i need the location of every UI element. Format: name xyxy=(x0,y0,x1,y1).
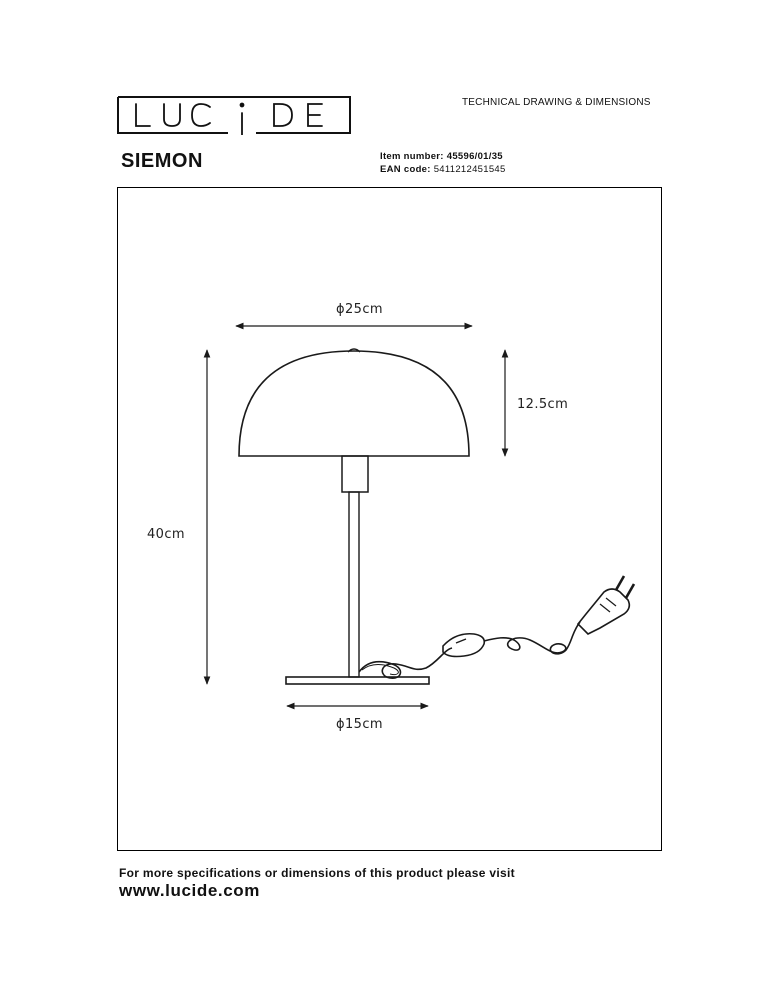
item-number-value: 45596/01/35 xyxy=(446,151,503,162)
ean-value: 5411212451545 xyxy=(433,164,506,175)
inline-switch xyxy=(443,634,484,657)
power-cord-inner xyxy=(362,665,398,675)
footer-website-link[interactable]: www.lucide.com xyxy=(119,881,260,900)
shade-diameter-label: ϕ25cm xyxy=(336,302,383,317)
lamp-socket xyxy=(342,456,368,492)
lamp-base xyxy=(286,677,429,684)
lamp-shade xyxy=(239,351,469,456)
base-diameter-label: ϕ15cm xyxy=(336,717,383,732)
footer-note: For more specifications or dimensions of this product please visit xyxy=(119,866,515,880)
lamp-stem xyxy=(349,492,359,677)
shade-height-label: 12.5cm xyxy=(517,397,569,412)
document-type-label: TECHNICAL DRAWING & DIMENSIONS xyxy=(462,97,651,108)
ean-label: EAN code: xyxy=(380,164,431,175)
item-number-label: Item number: xyxy=(380,151,444,162)
plug-pin-2 xyxy=(626,584,634,598)
product-name: SIEMON xyxy=(121,150,203,172)
power-plug xyxy=(578,589,629,634)
total-height-label: 40cm xyxy=(147,527,185,542)
power-cord-2 xyxy=(484,622,580,654)
plug-pin-1 xyxy=(616,576,624,590)
power-cord xyxy=(359,648,452,678)
